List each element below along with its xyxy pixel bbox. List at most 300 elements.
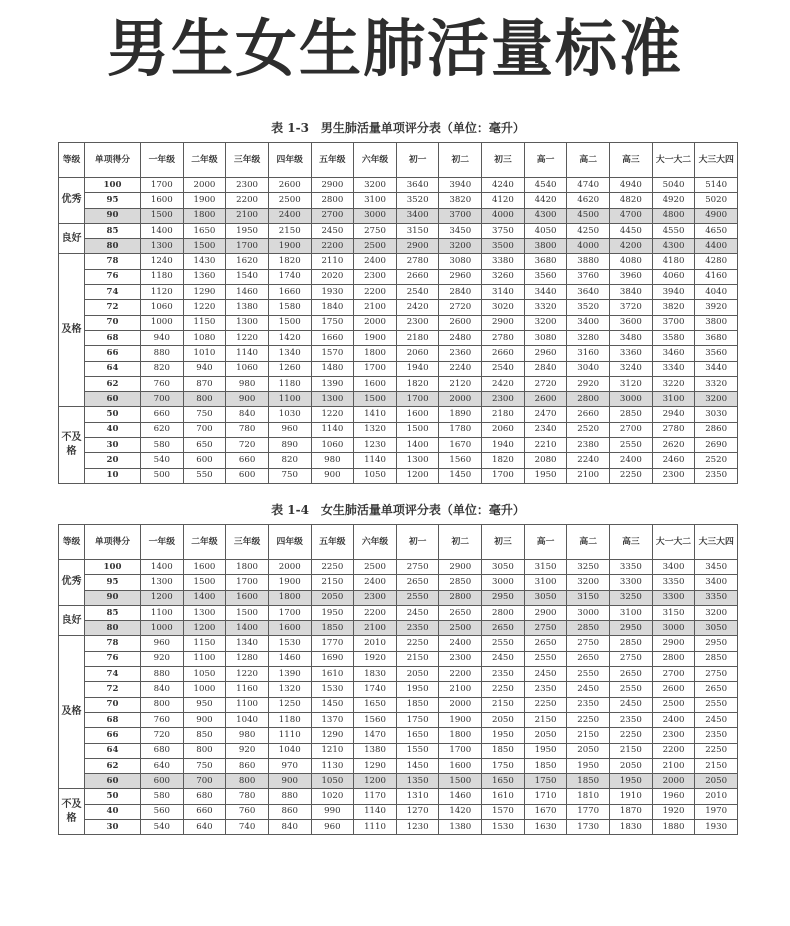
value-cell: 1530 <box>311 682 354 697</box>
grade-cell: 良好 <box>59 605 85 636</box>
value-cell: 1460 <box>439 789 482 804</box>
value-cell: 3200 <box>354 178 397 193</box>
table-row <box>59 407 738 422</box>
value-cell: 1950 <box>567 758 610 773</box>
male-table-container <box>58 142 738 485</box>
value-cell: 3100 <box>652 392 695 407</box>
score-cell: 80 <box>85 239 141 254</box>
value-cell: 2800 <box>311 193 354 208</box>
table-row <box>59 820 738 835</box>
value-cell: 1290 <box>354 758 397 773</box>
value-cell: 2850 <box>695 651 738 666</box>
female-table-caption: 表 1-4 女生肺活量单项评分表（单位：毫升） <box>271 503 525 517</box>
value-cell: 2650 <box>524 636 567 651</box>
value-cell: 1950 <box>524 468 567 483</box>
value-cell: 3580 <box>652 330 695 345</box>
column-header: 六年级 <box>354 143 397 178</box>
value-cell: 2750 <box>695 667 738 682</box>
value-cell: 2750 <box>610 651 653 666</box>
value-cell: 3300 <box>652 590 695 605</box>
value-cell: 1460 <box>226 285 269 300</box>
value-cell: 3120 <box>610 376 653 391</box>
value-cell: 1870 <box>610 804 653 819</box>
value-cell: 2650 <box>439 605 482 620</box>
value-cell: 1800 <box>226 560 269 575</box>
value-cell: 840 <box>141 682 184 697</box>
value-cell: 2450 <box>567 682 610 697</box>
value-cell: 1800 <box>439 728 482 743</box>
table-row <box>59 223 738 238</box>
value-cell: 1420 <box>439 804 482 819</box>
value-cell: 2350 <box>567 697 610 712</box>
value-cell: 2600 <box>439 315 482 330</box>
value-cell: 1300 <box>183 605 226 620</box>
value-cell: 2010 <box>695 789 738 804</box>
value-cell: 1180 <box>141 269 184 284</box>
value-cell: 2180 <box>482 407 525 422</box>
value-cell: 1320 <box>268 682 311 697</box>
value-cell: 1500 <box>141 208 184 223</box>
value-cell: 3080 <box>524 330 567 345</box>
value-cell: 1910 <box>610 789 653 804</box>
value-cell: 2520 <box>567 422 610 437</box>
value-cell: 1060 <box>141 300 184 315</box>
value-cell: 900 <box>311 468 354 483</box>
value-cell: 2150 <box>610 743 653 758</box>
value-cell: 1100 <box>226 697 269 712</box>
value-cell: 1120 <box>141 285 184 300</box>
value-cell: 4740 <box>567 178 610 193</box>
value-cell: 2550 <box>695 697 738 712</box>
value-cell: 760 <box>226 804 269 819</box>
value-cell: 2450 <box>311 223 354 238</box>
value-cell: 3320 <box>695 376 738 391</box>
value-cell: 4280 <box>695 254 738 269</box>
value-cell: 1180 <box>268 712 311 727</box>
score-cell: 64 <box>85 361 141 376</box>
value-cell: 1500 <box>354 392 397 407</box>
value-cell: 2100 <box>226 208 269 223</box>
value-cell: 1660 <box>311 330 354 345</box>
value-cell: 1360 <box>183 269 226 284</box>
value-cell: 1220 <box>183 300 226 315</box>
value-cell: 1460 <box>268 651 311 666</box>
value-cell: 1650 <box>183 223 226 238</box>
value-cell: 760 <box>141 712 184 727</box>
score-cell: 74 <box>85 667 141 682</box>
value-cell: 1750 <box>482 758 525 773</box>
value-cell: 2600 <box>524 392 567 407</box>
score-cell: 85 <box>85 223 141 238</box>
value-cell: 2960 <box>439 269 482 284</box>
value-cell: 3920 <box>695 300 738 315</box>
value-cell: 2500 <box>268 193 311 208</box>
value-cell: 1200 <box>183 621 226 636</box>
grade-cell: 不及格 <box>59 789 85 835</box>
value-cell: 4820 <box>610 193 653 208</box>
score-cell: 95 <box>85 193 141 208</box>
value-cell: 1250 <box>268 697 311 712</box>
value-cell: 2900 <box>396 239 439 254</box>
value-cell: 980 <box>311 453 354 468</box>
value-cell: 3560 <box>524 269 567 284</box>
value-cell: 1700 <box>482 468 525 483</box>
value-cell: 1180 <box>268 376 311 391</box>
value-cell: 2900 <box>482 315 525 330</box>
value-cell: 2720 <box>439 300 482 315</box>
value-cell: 2350 <box>695 728 738 743</box>
score-cell: 78 <box>85 254 141 269</box>
value-cell: 2550 <box>610 438 653 453</box>
value-cell: 2350 <box>524 682 567 697</box>
value-cell: 2960 <box>524 346 567 361</box>
value-cell: 3450 <box>695 560 738 575</box>
value-cell: 580 <box>141 438 184 453</box>
value-cell: 2920 <box>567 376 610 391</box>
value-cell: 680 <box>183 789 226 804</box>
value-cell: 1280 <box>226 651 269 666</box>
value-cell: 3940 <box>439 178 482 193</box>
value-cell: 3050 <box>482 560 525 575</box>
value-cell: 2500 <box>652 697 695 712</box>
value-cell: 3200 <box>695 392 738 407</box>
value-cell: 2240 <box>439 361 482 376</box>
value-cell: 1700 <box>141 178 184 193</box>
value-cell: 720 <box>141 728 184 743</box>
value-cell: 1970 <box>695 804 738 819</box>
value-cell: 900 <box>226 392 269 407</box>
value-cell: 3150 <box>524 560 567 575</box>
value-cell: 2700 <box>610 422 653 437</box>
column-header: 单项得分 <box>85 525 141 560</box>
value-cell: 1650 <box>482 774 525 789</box>
value-cell: 1060 <box>226 361 269 376</box>
value-cell: 3440 <box>524 285 567 300</box>
male-table-caption: 表 1-3 男生肺活量单项评分表（单位：毫升） <box>271 121 525 135</box>
value-cell: 1950 <box>524 743 567 758</box>
value-cell: 2120 <box>439 376 482 391</box>
value-cell: 3050 <box>695 621 738 636</box>
value-cell: 1850 <box>524 758 567 773</box>
value-cell: 1400 <box>396 438 439 453</box>
score-cell: 60 <box>85 392 141 407</box>
value-cell: 2450 <box>396 605 439 620</box>
value-cell: 3840 <box>610 285 653 300</box>
value-cell: 1740 <box>268 269 311 284</box>
value-cell: 2660 <box>567 407 610 422</box>
value-cell: 920 <box>141 651 184 666</box>
value-cell: 1030 <box>268 407 311 422</box>
column-header: 初三 <box>482 525 525 560</box>
value-cell: 2460 <box>652 453 695 468</box>
value-cell: 1700 <box>226 575 269 590</box>
value-cell: 1940 <box>482 438 525 453</box>
value-cell: 2080 <box>524 453 567 468</box>
value-cell: 1750 <box>396 712 439 727</box>
value-cell: 1100 <box>268 392 311 407</box>
value-cell: 1600 <box>183 560 226 575</box>
value-cell: 1500 <box>268 315 311 330</box>
value-cell: 3200 <box>524 315 567 330</box>
value-cell: 1500 <box>183 575 226 590</box>
value-cell: 1960 <box>652 789 695 804</box>
table-row <box>59 361 738 376</box>
header-row <box>59 525 738 560</box>
column-header: 高二 <box>567 525 610 560</box>
value-cell: 750 <box>183 407 226 422</box>
value-cell: 2050 <box>482 712 525 727</box>
value-cell: 780 <box>226 422 269 437</box>
value-cell: 1140 <box>226 346 269 361</box>
value-cell: 970 <box>268 758 311 773</box>
column-header: 初一 <box>396 525 439 560</box>
value-cell: 1240 <box>141 254 184 269</box>
value-cell: 1850 <box>396 697 439 712</box>
value-cell: 3040 <box>567 361 610 376</box>
value-cell: 1570 <box>482 804 525 819</box>
value-cell: 2500 <box>354 239 397 254</box>
value-cell: 2000 <box>183 178 226 193</box>
value-cell: 920 <box>226 743 269 758</box>
value-cell: 5140 <box>695 178 738 193</box>
value-cell: 2650 <box>396 575 439 590</box>
table-row <box>59 468 738 483</box>
value-cell: 2100 <box>439 682 482 697</box>
value-cell: 840 <box>268 820 311 835</box>
column-header: 高三 <box>610 143 653 178</box>
value-cell: 960 <box>268 422 311 437</box>
score-cell: 50 <box>85 789 141 804</box>
value-cell: 1500 <box>183 239 226 254</box>
value-cell: 2900 <box>439 560 482 575</box>
value-cell: 4400 <box>695 239 738 254</box>
value-cell: 2060 <box>396 346 439 361</box>
value-cell: 1420 <box>268 330 311 345</box>
value-cell: 980 <box>226 376 269 391</box>
value-cell: 960 <box>141 636 184 651</box>
value-cell: 4180 <box>652 254 695 269</box>
column-header: 二年级 <box>183 525 226 560</box>
header-row <box>59 143 738 178</box>
value-cell: 1950 <box>610 774 653 789</box>
grade-cell: 优秀 <box>59 560 85 606</box>
page-title: 男生女生肺活量标准 <box>106 12 683 85</box>
value-cell: 1300 <box>141 239 184 254</box>
male-vital-capacity-table <box>58 142 738 484</box>
value-cell: 2050 <box>396 667 439 682</box>
value-cell: 640 <box>183 820 226 835</box>
value-cell: 1830 <box>610 820 653 835</box>
value-cell: 3400 <box>695 575 738 590</box>
value-cell: 2050 <box>567 743 610 758</box>
value-cell: 2400 <box>354 575 397 590</box>
value-cell: 540 <box>141 453 184 468</box>
table-row <box>59 789 738 804</box>
column-header: 初三 <box>482 143 525 178</box>
value-cell: 2200 <box>311 239 354 254</box>
value-cell: 2300 <box>396 315 439 330</box>
value-cell: 2300 <box>482 392 525 407</box>
value-cell: 2200 <box>354 605 397 620</box>
value-cell: 3450 <box>439 223 482 238</box>
table-row <box>59 667 738 682</box>
value-cell: 2200 <box>652 743 695 758</box>
value-cell: 1220 <box>226 330 269 345</box>
value-cell: 1450 <box>439 468 482 483</box>
value-cell: 3500 <box>482 239 525 254</box>
value-cell: 3000 <box>482 575 525 590</box>
grade-cell: 优秀 <box>59 178 85 224</box>
value-cell: 1010 <box>183 346 226 361</box>
value-cell: 3800 <box>524 239 567 254</box>
value-cell: 2400 <box>610 453 653 468</box>
value-cell: 3340 <box>652 361 695 376</box>
value-cell: 1820 <box>268 254 311 269</box>
column-header: 初一 <box>396 143 439 178</box>
table-row <box>59 804 738 819</box>
value-cell: 1000 <box>141 315 184 330</box>
column-header: 大三大四 <box>695 143 738 178</box>
value-cell: 2860 <box>695 422 738 437</box>
score-cell: 85 <box>85 605 141 620</box>
grade-cell: 良好 <box>59 223 85 254</box>
value-cell: 1140 <box>354 453 397 468</box>
value-cell: 4040 <box>695 285 738 300</box>
value-cell: 3800 <box>695 315 738 330</box>
value-cell: 3960 <box>610 269 653 284</box>
value-cell: 2940 <box>652 407 695 422</box>
value-cell: 2700 <box>311 208 354 223</box>
value-cell: 3260 <box>482 269 525 284</box>
value-cell: 500 <box>141 468 184 483</box>
value-cell: 3200 <box>439 239 482 254</box>
value-cell: 880 <box>141 346 184 361</box>
value-cell: 2470 <box>524 407 567 422</box>
column-header: 一年级 <box>141 525 184 560</box>
table-row <box>59 453 738 468</box>
value-cell: 2650 <box>695 682 738 697</box>
grade-cell: 及格 <box>59 254 85 407</box>
value-cell: 1130 <box>311 758 354 773</box>
value-cell: 1450 <box>311 697 354 712</box>
value-cell: 660 <box>226 453 269 468</box>
table-row <box>59 636 738 651</box>
value-cell: 4940 <box>610 178 653 193</box>
value-cell: 1270 <box>396 804 439 819</box>
value-cell: 1650 <box>354 697 397 712</box>
value-cell: 1350 <box>396 774 439 789</box>
column-header: 单项得分 <box>85 143 141 178</box>
value-cell: 2600 <box>652 682 695 697</box>
value-cell: 1710 <box>524 789 567 804</box>
value-cell: 1800 <box>268 590 311 605</box>
value-cell: 3050 <box>524 590 567 605</box>
value-cell: 1920 <box>354 651 397 666</box>
value-cell: 4920 <box>652 193 695 208</box>
value-cell: 1780 <box>439 422 482 437</box>
value-cell: 1210 <box>311 743 354 758</box>
value-cell: 2150 <box>268 223 311 238</box>
value-cell: 1650 <box>396 728 439 743</box>
value-cell: 700 <box>183 422 226 437</box>
table-row <box>59 330 738 345</box>
value-cell: 860 <box>226 758 269 773</box>
value-cell: 3030 <box>695 407 738 422</box>
value-cell: 3000 <box>354 208 397 223</box>
value-cell: 1900 <box>354 330 397 345</box>
value-cell: 3080 <box>439 254 482 269</box>
value-cell: 1230 <box>396 820 439 835</box>
value-cell: 1380 <box>226 300 269 315</box>
value-cell: 2450 <box>695 712 738 727</box>
value-cell: 2300 <box>652 468 695 483</box>
value-cell: 2300 <box>439 651 482 666</box>
value-cell: 1340 <box>268 346 311 361</box>
value-cell: 2420 <box>482 376 525 391</box>
value-cell: 540 <box>141 820 184 835</box>
value-cell: 2150 <box>396 651 439 666</box>
value-cell: 1950 <box>311 605 354 620</box>
value-cell: 1850 <box>482 743 525 758</box>
score-cell: 78 <box>85 636 141 651</box>
value-cell: 4080 <box>610 254 653 269</box>
column-header: 二年级 <box>183 143 226 178</box>
score-cell: 90 <box>85 208 141 223</box>
score-cell: 100 <box>85 560 141 575</box>
value-cell: 3400 <box>396 208 439 223</box>
value-cell: 1450 <box>396 758 439 773</box>
value-cell: 1700 <box>226 239 269 254</box>
value-cell: 1220 <box>311 407 354 422</box>
value-cell: 3640 <box>567 285 610 300</box>
score-cell: 50 <box>85 407 141 422</box>
value-cell: 3350 <box>610 560 653 575</box>
value-cell: 2650 <box>567 651 610 666</box>
value-cell: 1700 <box>354 361 397 376</box>
value-cell: 1400 <box>183 590 226 605</box>
score-cell: 76 <box>85 269 141 284</box>
column-header: 一年级 <box>141 143 184 178</box>
table-row <box>59 575 738 590</box>
value-cell: 1050 <box>311 774 354 789</box>
column-header: 四年级 <box>268 143 311 178</box>
score-cell: 68 <box>85 330 141 345</box>
value-cell: 2450 <box>610 697 653 712</box>
value-cell: 2800 <box>482 605 525 620</box>
value-cell: 1140 <box>354 804 397 819</box>
value-cell: 1290 <box>183 285 226 300</box>
value-cell: 2690 <box>695 438 738 453</box>
value-cell: 3400 <box>652 560 695 575</box>
value-cell: 800 <box>141 697 184 712</box>
table-row <box>59 728 738 743</box>
value-cell: 2750 <box>354 223 397 238</box>
score-cell: 95 <box>85 575 141 590</box>
value-cell: 2050 <box>695 774 738 789</box>
value-cell: 900 <box>183 712 226 727</box>
value-cell: 2700 <box>652 667 695 682</box>
value-cell: 2750 <box>396 560 439 575</box>
value-cell: 2250 <box>524 697 567 712</box>
value-cell: 1690 <box>311 651 354 666</box>
table-row <box>59 560 738 575</box>
column-header: 五年级 <box>311 143 354 178</box>
value-cell: 1820 <box>482 453 525 468</box>
value-cell: 2850 <box>610 636 653 651</box>
value-cell: 4200 <box>610 239 653 254</box>
value-cell: 880 <box>141 667 184 682</box>
column-header: 高一 <box>524 525 567 560</box>
